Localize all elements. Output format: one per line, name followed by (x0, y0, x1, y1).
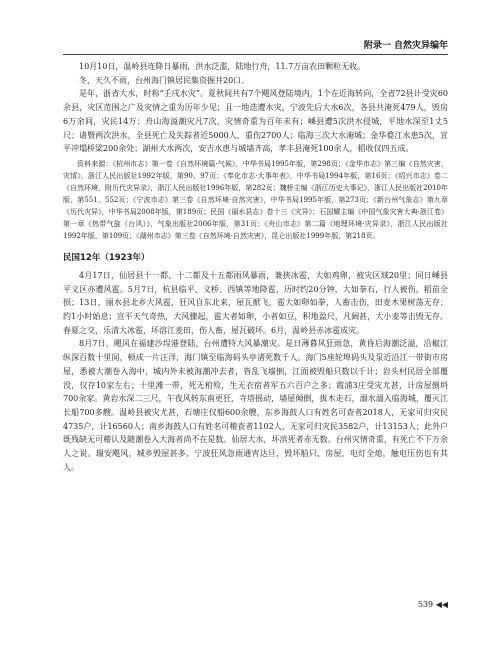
entry-paragraph: 8月7日，飓风在福建沙埕港登陆，台州遭特大风暴潮灾。是日薄暮风狂雨急，黄昏后海潮泛溢，沿椒江纵深百数十里间，顿成一片汪洋，海门镇至临海码头亭渚死数千人。海门5座轮埠码头及泵近沿江一带街市房屋，悉被大潮卷入海中，城内外未被海潮冲去者，皆乱飞墙倒，江面被毁船只数以千计；岩头村民居全部覆没，仅存10家左右；十里滩一带，死无棺殓，生无衣宿者军五六百户之多；霞浦3庄受灾尤甚，计房屋倒坍700余家。黄岩水深二三尺，午夜风转东南更狂，寺塔摇动，墙屋倾倒，拔木走石，溺水溺入临海城，覆灭江长船700多艘。温岭县被灾尤甚，石塘庄仅船600余艘，东乡海鼓人口有姓名可查者2018人，无家可归灾民4735户，计16560人；南乡海鼓人口有姓名可稽查者1102人，无家可归灾民3582户，计13153人；此外户既残缺无可稽认及随潮卷入大海者尚不在是数。仙居大水，坏滨死者赤无数。台州灾情奇重，有死亡不下万余人之说。瑞安飓风，城乡毁屋甚多。宁波狂风急雨通宵达旦，毁坏船只、房屋，电灯全熄，触电压伤也有其人。 (63, 339, 448, 472)
reference-source-note: 资料来源：《杭州市志》第一卷《自然环境篇·气候》，中华书局1995年版，第298页；《金华市志》第三编《自然灾害，灾情》，浙江人民出版社1992年版，第90、97页；《奉化市志·大事年表》，中华书局1994年版，第16页；《绍兴市志》卷二《自然环境，附历代灾异录》，浙江人民出版社1996年版，第282页；魏桥主编《浙江历史大事记》，浙江人民出版社2010年版，第551、552页；《宁波市志》第三卷《自然环境·自然灾害》，中华书局1995年版，第273页；《新台州气象志》第九章《历代灾异》，中华书局2008年版，第189页；民国《丽水县志》卷十三《灾异》；石国耀主编《中国气象灾害大典·浙江卷》第一章《热带气旋（台风）》，气象出版社2006年版，第31页；《舟山市志》第二篇《地理环境·灾异录》，浙江人民出版社1992年版，第109页；《湖州市志》第三卷《自然环境·自然灾害》，昆仑出版社1999年版，第218页。 (63, 159, 448, 240)
entry-paragraph: 冬，天久不雨，台州海门镇居民集资掘井20口。 (79, 75, 250, 85)
page-body (63, 60, 448, 474)
entry-paragraph: 4月17日，仙居县十一都、十二都及十五都雨风暴雨，兼挟冰雹，大如鸡卵，被灾区域20里；同日嵊县平义区亦遭风雹。5月7日，杭县临平、义桥、西镇等地降雹，历时约20分钟，大如拳石，行人被伤，稻苗全损；13日，丽水县北乡大风雹，狂风自东北来，屋瓦掀飞，雹大如卵如拳，人畜击伤，田麦木果树荡无存；约1小时始息；宣平天气奇热，大风骤起，雹大者如卵，小者如豆，积地盈尺，凡阔甚，大小麦等击毁无存。春夏之交，乐清大冰雹，坏溶江麦田，伤人畜，屋瓦破坏。6月，温岭县赤冰雹成灾。 (63, 270, 448, 335)
header-divider (63, 54, 448, 55)
entry-paragraph: 10月10日，温岭县连降日暴雨，洪水泛滥，陆地行舟，11.7万亩农田颗粒无收。 (79, 62, 366, 71)
entry-paragraph: 是年，浙省大水，时称“壬戌水灾”。夏秋间共有7个飓风登陆境内，1个在近海转向，全省72县计受灾60余县，灾区范围之广及灾情之重为历年少见；且一地迭遭水灾，宁波先后大水6次，各县共淹死479人，毁房6万余间，灾民14万；舟山海溢潮灾凡7次，灾情奇重为百年未有；嵊县遭5次洪水侵城，平地水深至1丈5尺；诸暨两次洪水，全县死亡及失踪者近5000人，重伤2700人；临海三次大水淹城；金华婺江水患5次，宣平冲塌桥梁200余处；湖州大水两次，安吉水患与城墙齐高，孝丰县淹死100余人，稻收仅四五成。 (63, 89, 448, 154)
page-number: 539 ◀◀ (417, 600, 448, 609)
year-section-heading: 民国12年（1923年） (63, 252, 150, 263)
running-header: 附录一 自然灾异编年 (363, 41, 448, 51)
